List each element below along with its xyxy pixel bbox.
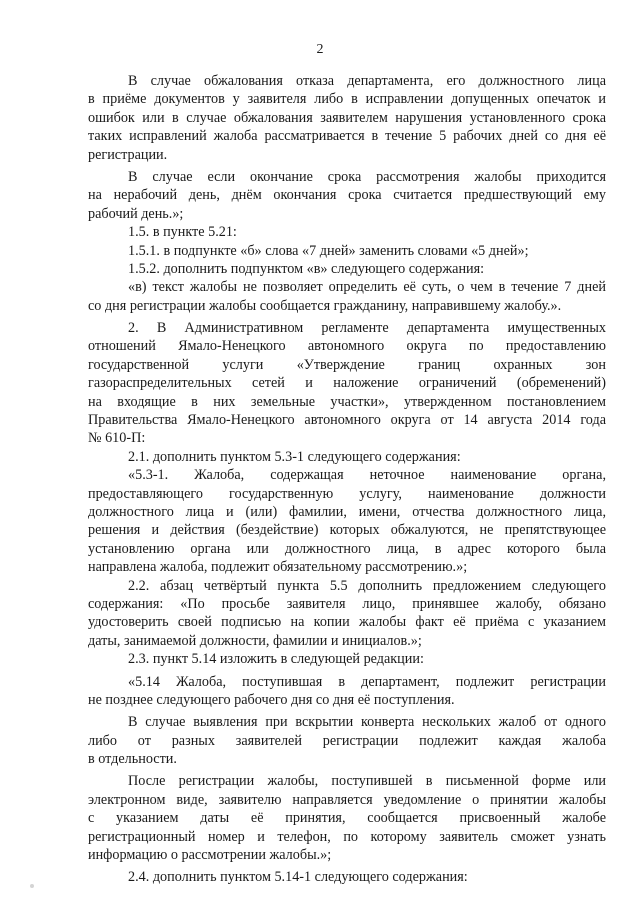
text-line: направлена жалоба, подлежит обязательному рассмотрению.»;: [88, 559, 468, 576]
text-line: газораспределительных сетей и наложение ограничений (обременений): [88, 375, 606, 392]
paragraph: [88, 72, 606, 164]
document-body: [88, 72, 606, 887]
paragraph: [88, 223, 606, 241]
text-line: либо от разных заявителей регистрации подлежит каждая жалоба: [88, 732, 606, 749]
paragraph: [88, 673, 606, 710]
text-line: 1.5.2. дополнить подпунктом «в» следующего содержания:: [128, 260, 485, 277]
text-line: не позднее следующего рабочего дня со дня её поступления.: [88, 691, 455, 708]
paragraph: [88, 466, 606, 576]
text-line: содержания: «По просьбе заявителя лицо, принявшее жалобу, обязано: [88, 595, 606, 612]
text-line: В случае обжалования отказа департамента, его должностного лица: [128, 73, 606, 89]
text-line: установлению органа или должностного лица, в адрес которого была: [88, 540, 606, 557]
text-line: государственной услуги «Утверждение границ охранных зон: [88, 356, 606, 373]
paragraph: [88, 448, 606, 466]
text-line: в приёме документов у заявителя либо в исправлении допущенных опечаток и: [88, 91, 606, 108]
text-line: 2.4. дополнить пунктом 5.14-1 следующего содержания:: [128, 869, 468, 886]
text-line: 2.1. дополнить пунктом 5.3-1 следующего содержания:: [128, 448, 461, 465]
text-line: рабочий день.»;: [88, 205, 184, 222]
text-line: электронном виде, заявителю направляется уведомление о принятии жалобы: [88, 791, 606, 808]
paragraph: [88, 713, 606, 768]
text-line: В случае выявления при вскрытии конверта нескольких жалоб от одного: [128, 714, 606, 731]
text-line: решения и действия (бездействие) которых обжалуются, не препятствующее: [88, 522, 606, 539]
text-line: 2. В Административном регламенте департамента имущественных: [128, 320, 606, 337]
text-line: 1.5.1. в подпункте «б» слова «7 дней» заменить словами «5 дней»;: [128, 242, 529, 259]
text-line: удостоверить своей подписью на копии жалобы факт её приёма с указанием: [88, 614, 606, 631]
paragraph: [88, 319, 606, 448]
text-line: «5.14 Жалоба, поступившая в департамент, подлежит регистрации: [128, 673, 606, 690]
text-line: № 610-П:: [88, 430, 146, 447]
paragraph: [88, 260, 606, 278]
text-line: на входящие в них земельные участки», утвержденном постановлением: [88, 393, 606, 410]
text-line: с указанием даты её принятия, сообщается присвоенный жалобе: [88, 810, 606, 827]
text-line: 1.5. в пункте 5.21:: [128, 224, 237, 241]
text-line: информацию о рассмотрении жалобы.»;: [88, 847, 332, 864]
text-line: регистрационный номер и телефон, по которому заявитель сможет узнать: [88, 828, 606, 845]
text-line: ошибок или в случае обжалования заявителем нарушения установленного срока: [88, 109, 606, 126]
paragraph: [88, 772, 606, 864]
text-line: предоставляющего государственную услугу, наименование должности: [88, 485, 606, 502]
text-line: со дня регистрации жалобы сообщается гражданину, направившему жалобу.».: [88, 297, 562, 314]
paragraph: [88, 168, 606, 223]
text-line: «5.3-1. Жалоба, содержащая неточное наименование органа,: [128, 467, 606, 484]
text-line: В случае если окончание срока рассмотрения жалобы приходится: [128, 168, 606, 185]
page-number: 2: [316, 42, 324, 57]
paragraph: [88, 577, 606, 651]
scan-speck: [30, 884, 34, 888]
text-line: даты, занимаемой должности, фамилии и инициалов.»;: [88, 632, 422, 649]
text-line: на нерабочий день, днём окончания срока считается предшествующий ему: [88, 187, 606, 204]
text-line: После регистрации жалобы, поступившей в письменной форме или: [128, 773, 606, 790]
text-line: должностного лица и (или) фамилии, имени, отчества должностного лица,: [88, 503, 606, 520]
text-line: 2.2. абзац четвёртый пункта 5.5 дополнить предложением следующего: [128, 577, 606, 594]
text-line: таких исправлений жалоба рассматривается в течение 5 рабочих дней со дня её: [88, 128, 606, 145]
paragraph: [88, 868, 606, 886]
paragraph: [88, 650, 606, 668]
text-line: 2.3. пункт 5.14 изложить в следующей редакции:: [128, 651, 424, 668]
paragraph: [88, 242, 606, 260]
text-line: Правительства Ямало-Ненецкого автономного округа от 14 августа 2014 года: [88, 412, 606, 429]
text-line: в отдельности.: [88, 751, 177, 768]
text-line: «в) текст жалобы не позволяет определить её суть, о чем в течение 7 дней: [128, 279, 606, 296]
text-line: регистрации.: [88, 146, 168, 163]
paragraph: [88, 278, 606, 315]
text-line: отношений Ямало-Ненецкого автономного округа по предоставлению: [88, 338, 606, 355]
